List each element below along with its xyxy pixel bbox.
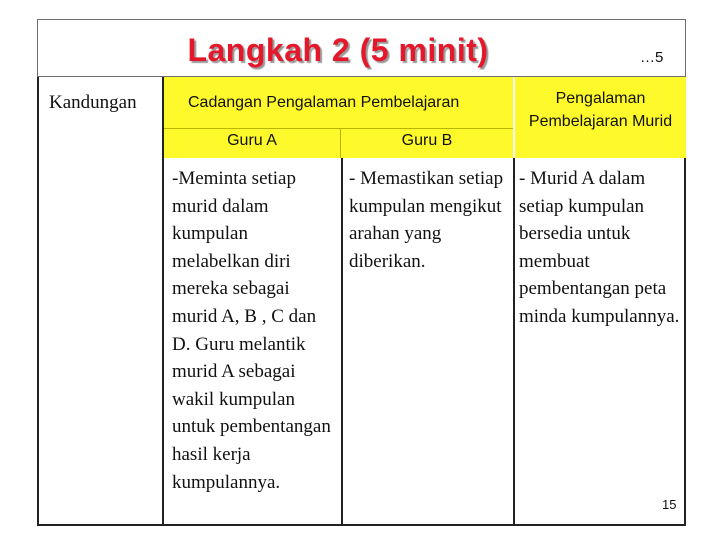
- guru-a-cell: [164, 158, 343, 526]
- page-marker: …5: [640, 49, 664, 66]
- title-box: [37, 19, 686, 77]
- header-murid-cell: [515, 77, 686, 158]
- slide-title: Langkah 2 (5 minit): [187, 32, 489, 68]
- header-murid-label: Pengalaman Pembelajaran Murid: [528, 90, 673, 130]
- header-span-cell: [164, 77, 513, 129]
- guru-b-text: - Memastikan setiap kumpulan mengikut arahan yang diberikan.: [349, 168, 504, 272]
- header-guru-b-label: Guru B: [401, 132, 453, 149]
- guru-a-text: -Meminta setiap murid dalam kumpulan melabelkan diri mereka sebagai murid A, B , C dan D. Guru melantik murid A sebagai wakil kumpulan untuk pembentangan hasil kerja kumpulannya.: [172, 168, 331, 493]
- header-guru-b-cell: [341, 129, 513, 158]
- row-label: Kandungan: [49, 92, 137, 113]
- guru-b-cell: [343, 158, 515, 526]
- murid-cell: [515, 158, 686, 526]
- lesson-table: [37, 77, 686, 526]
- slide-number: 15: [662, 497, 677, 512]
- header-guru-a-cell: [164, 129, 341, 158]
- murid-text: - Murid A dalam setiap kumpulan bersedia untuk membuat pembentangan peta minda kumpulannya.: [519, 168, 680, 327]
- header-span-label: Cadangan Pengalaman Pembelajaran: [188, 94, 460, 111]
- row-label-cell: [37, 77, 164, 526]
- header-guru-a-label: Guru A: [227, 132, 277, 149]
